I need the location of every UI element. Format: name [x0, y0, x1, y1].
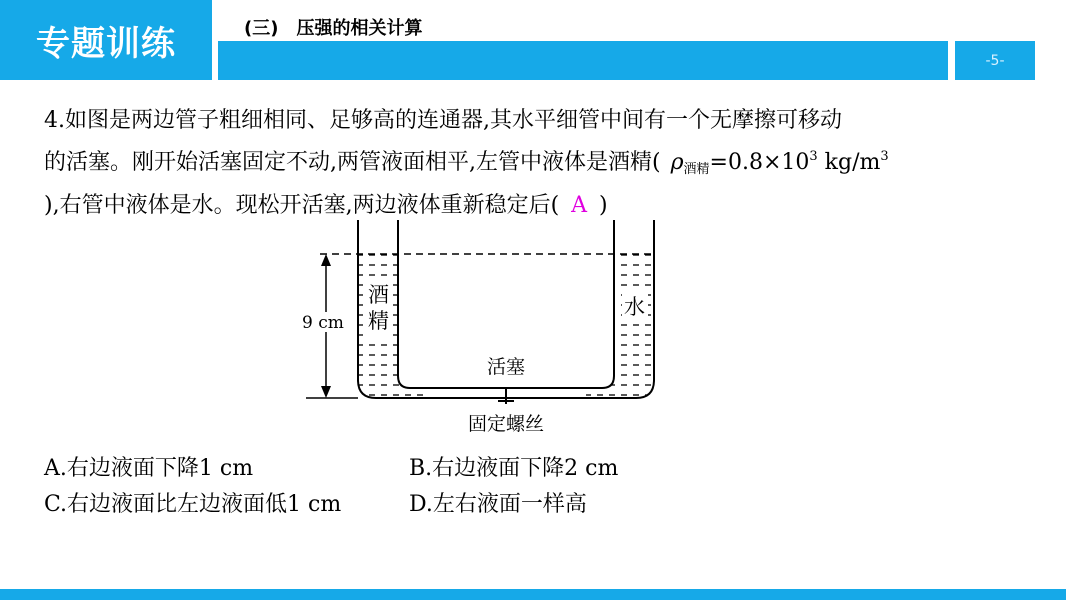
rho-unit-exponent: 3: [880, 149, 889, 164]
question-line-3-end: ): [599, 193, 608, 218]
topic-number: (三): [244, 18, 279, 39]
water-liquid: [586, 254, 654, 398]
answer-choice: A: [571, 193, 588, 218]
page-number: -5-: [955, 41, 1035, 80]
connected-vessel-diagram: [296, 220, 666, 440]
header-band: [218, 41, 948, 80]
answer-options: [44, 451, 774, 523]
rho-subscript: 酒精: [683, 162, 710, 177]
question-line-3-text: ),右管中液体是水。现松开活塞,两边液体重新稳定后(: [44, 193, 560, 218]
rho-symbol: ρ: [670, 150, 684, 175]
bottom-bar: [0, 589, 1066, 600]
alcohol-label-char-2: 精: [368, 309, 389, 333]
screw-label: 固定螺丝: [467, 413, 545, 435]
height-label: 9 cm: [302, 313, 344, 333]
question-text: [44, 103, 1034, 224]
topic-heading: [244, 14, 422, 40]
rho-value: =0.8×10: [709, 150, 810, 175]
rho-unit: kg/m: [817, 150, 881, 175]
piston-label: 活塞: [486, 356, 526, 378]
water-label: 水: [624, 295, 645, 319]
topic-title: 压强的相关计算: [296, 18, 423, 39]
rho-exponent: 3: [809, 149, 818, 164]
section-title: 专题训练: [0, 0, 212, 80]
question-line-2: [44, 139, 1034, 188]
question-line-1: 4.如图是两边管子粗细相同、足够高的连通器,其水平细管中间有一个无摩擦可移动: [44, 108, 842, 133]
option-c: C.右边液面比左边液面低1 cm: [44, 492, 342, 517]
option-b: B.右边液面下降2 cm: [409, 456, 619, 481]
option-d: D.左右液面一样高: [409, 492, 587, 517]
question-line-2-text: 的活塞。刚开始活塞固定不动,两管液面相平,左管中液体是酒精(: [44, 150, 661, 175]
option-a: A.右边液面下降1 cm: [44, 456, 254, 481]
question-line-3: [44, 188, 1034, 224]
alcohol-label-char-1: 酒: [368, 283, 389, 307]
